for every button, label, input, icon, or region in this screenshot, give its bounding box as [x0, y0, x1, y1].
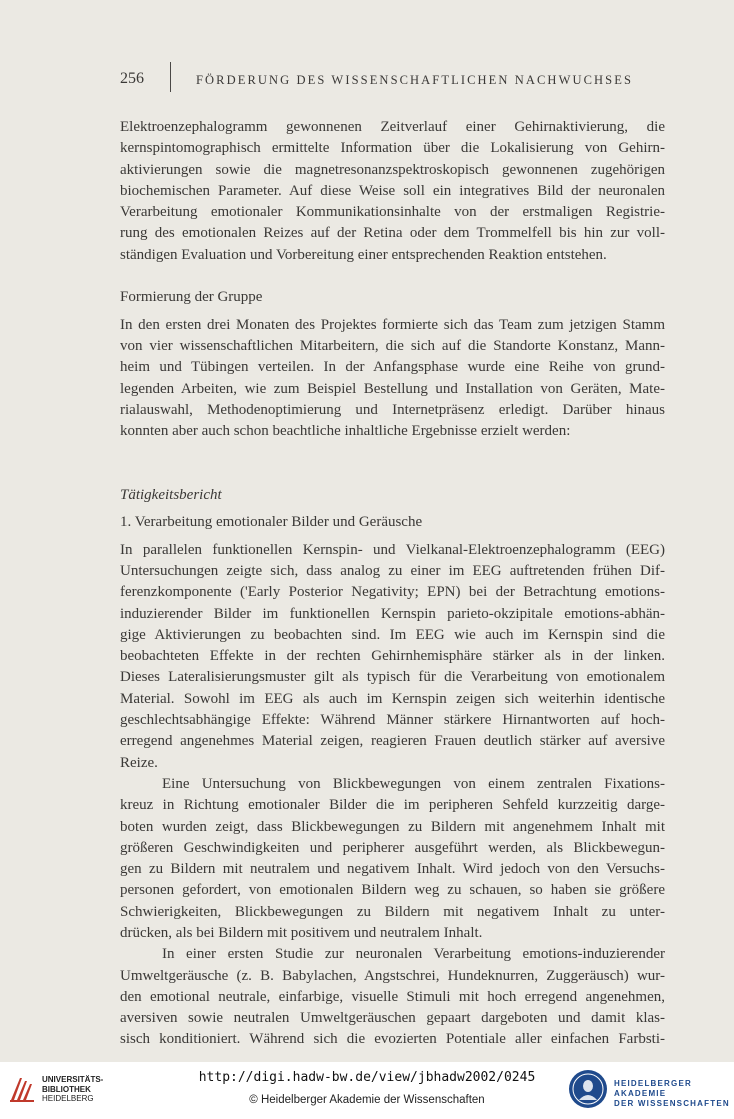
text-line: ständigen Evaluation und Vorbereitung einer entsprechenden Reaktion entstehen.	[120, 246, 607, 263]
text-line: rialauswahl, Methodenoptimierung und Internetpräsenz erledigt. Darüber hinaus	[120, 401, 665, 418]
text-line: gige Aktivierungen zu beobachten sind. Im EEG wie auch im Kernspin sind die	[120, 626, 665, 643]
text-line: boten wurden zeigt, dass Blickbewegungen zu Bildern mit angenehmem Inhalt mit	[120, 818, 665, 835]
paragraph-section1-a	[120, 540, 665, 774]
page-number: 256	[120, 70, 144, 87]
text-line: größeren Geschwindigkeiten und peripherer ausgeführt werden, als Blickbewegun-	[120, 839, 665, 856]
paragraph-intro	[120, 117, 665, 266]
text-line: gen zu Bildern mit neutralem und negativem Inhalt. Wird jedoch von den Versuchs-	[120, 861, 665, 878]
page-header	[120, 70, 640, 92]
paragraph-section1-b	[120, 774, 665, 944]
heading-taetigkeitsbericht: Tätigkeitsbericht	[120, 487, 222, 504]
text-line: Reize.	[120, 754, 158, 771]
text-line: aktivierungen sowie die magnetresonanzspektroskopisch gewonnenen zugehörigen	[120, 161, 665, 178]
academy-seal-icon	[568, 1069, 608, 1109]
text-line: biochemischen Parameter. Auf diese Weise soll ein integratives Bild der neuronalen	[120, 182, 665, 199]
text-line: Eine Untersuchung von Blickbewegungen von einem zentralen Fixations-	[162, 775, 665, 792]
library-name-line: HEIDELBERG	[42, 1094, 94, 1103]
text-line: induzierender Bilder im funktionellen Kernspin parieto-okzipitale emotions-abhän-	[120, 605, 665, 622]
heading-formierung: Formierung der Gruppe	[120, 289, 263, 306]
text-line: legenden Arbeiten, wie zum Beispiel Bestellung und Installation von Geräten, Mate-	[120, 380, 665, 397]
text-line: den emotional neutrale, einfarbige, visuelle Stimuli mit hoch erregend angenehmen,	[120, 988, 665, 1005]
text-line: heim und Tübingen verteilen. In der Anfangsphase wurde eine Reihe von grund-	[120, 359, 665, 376]
academy-name-line: DER WISSENSCHAFTEN	[614, 1099, 730, 1108]
text-line: erregend angenehmes Material zeigen, reagieren Frauen deutlich stärker auf aversive	[120, 733, 665, 750]
text-line: konnten aber auch schon beachtliche inhaltliche Ergebnisse erzielt werden:	[120, 423, 571, 440]
text-line: rung des emotionalen Reizes auf der Retina oder dem Trommelfell bis hin zur voll-	[120, 225, 665, 242]
heading-section-1: 1. Verarbeitung emotionaler Bilder und Geräusche	[120, 514, 423, 531]
digitization-footer	[0, 1062, 734, 1119]
text-line: Elektroenzephalogramm gewonnenen Zeitverlauf einer Gehirnaktivierung, die	[120, 119, 665, 135]
text-line: In einer ersten Studie zur neuronalen Verarbeitung emotions-induzierender	[162, 946, 665, 963]
text-line: Material. Sowohl im EEG als auch im Kernspin zeigen sich weiterhin identische	[120, 690, 665, 707]
permalink-url[interactable]: http://digi.hadw-bw.de/view/jbhadw2002/0245	[198, 1070, 536, 1085]
paragraph-formierung	[120, 315, 665, 443]
text-line: kernspintomographisch ermittelte Information über die Lokalisierung von Gehirn-	[120, 140, 665, 157]
text-line: In den ersten drei Monaten des Projektes formierte sich das Team zum jetzigen Stamm	[120, 316, 665, 333]
text-line: Schwierigkeiten, Blickbewegungen zu Bildern mit negativem Inhalt zu unter-	[120, 903, 665, 920]
copyright-notice: © Heidelberger Akademie der Wissenschaften	[249, 1094, 485, 1106]
text-line: Umweltgeräusche (z. B. Babylachen, Angstschrei, Hundeknurren, Zuggeräusch) wur-	[120, 967, 665, 984]
text-line: Untersuchungen zeigte sich, dass analog zu einer im EEG auftretenden frühen Dif-	[120, 562, 665, 579]
library-name-line: BIBLIOTHEK	[42, 1084, 91, 1094]
text-line: personen gefordert, von emotionalen Bildern weg zu schauen, so haben sie größere	[120, 882, 665, 899]
text-line: sisch konditioniert. Während sich die evozierten Potentiale aller einfachen Farbsti-	[120, 1031, 665, 1048]
text-line: drücken, als bei Bildern mit positivem und neutralem Inhalt.	[120, 924, 483, 941]
paragraph-section1-c	[120, 944, 665, 1050]
text-line: kreuz in Richtung emotionaler Bilder die im peripheren Sehfeld kurzzeitig darge-	[120, 797, 665, 814]
text-line: Verarbeitung emotionaler Kommunikationsinhalte von der erstmaligen Registrie-	[120, 204, 665, 221]
text-line: Dieses Lateralisierungsmuster gilt als typisch für die Verarbeitung von emotionalem	[120, 669, 665, 686]
text-line: beobachteten Effekte in der rechten Gehirnhemisphäre stärker als in der linken.	[120, 648, 665, 665]
text-line: geschlechtsabhängige Effekte: Während Männer stärkere Hirnantworten auf hoch-	[120, 712, 665, 729]
text-line: aversiven sowie neutralen Umweltgeräuschen gepaart dargeboten und damit klas-	[120, 1010, 665, 1027]
header-divider	[170, 62, 171, 92]
text-line: von vier wissenschaftlichen Mitarbeitern, die sich auf die Standorte Konstanz, Mann-	[120, 337, 665, 354]
academy-name-line: HEIDELBERGER AKADEMIE	[614, 1079, 692, 1098]
academy-name	[614, 1079, 734, 1109]
library-name-line: UNIVERSITÄTS-	[42, 1075, 104, 1084]
text-line: In parallelen funktionellen Kernspin- und Vielkanal-Elektroenzephalogramm (EEG)	[120, 541, 665, 558]
running-title: FÖRDERUNG DES WISSENSCHAFTLICHEN NACHWUCHSES	[196, 73, 633, 87]
page-body	[120, 117, 665, 1051]
text-line: ferenzkomponente ('Early Posterior Negativity; EPN) bei der Betrachtung emotions-	[120, 584, 665, 601]
